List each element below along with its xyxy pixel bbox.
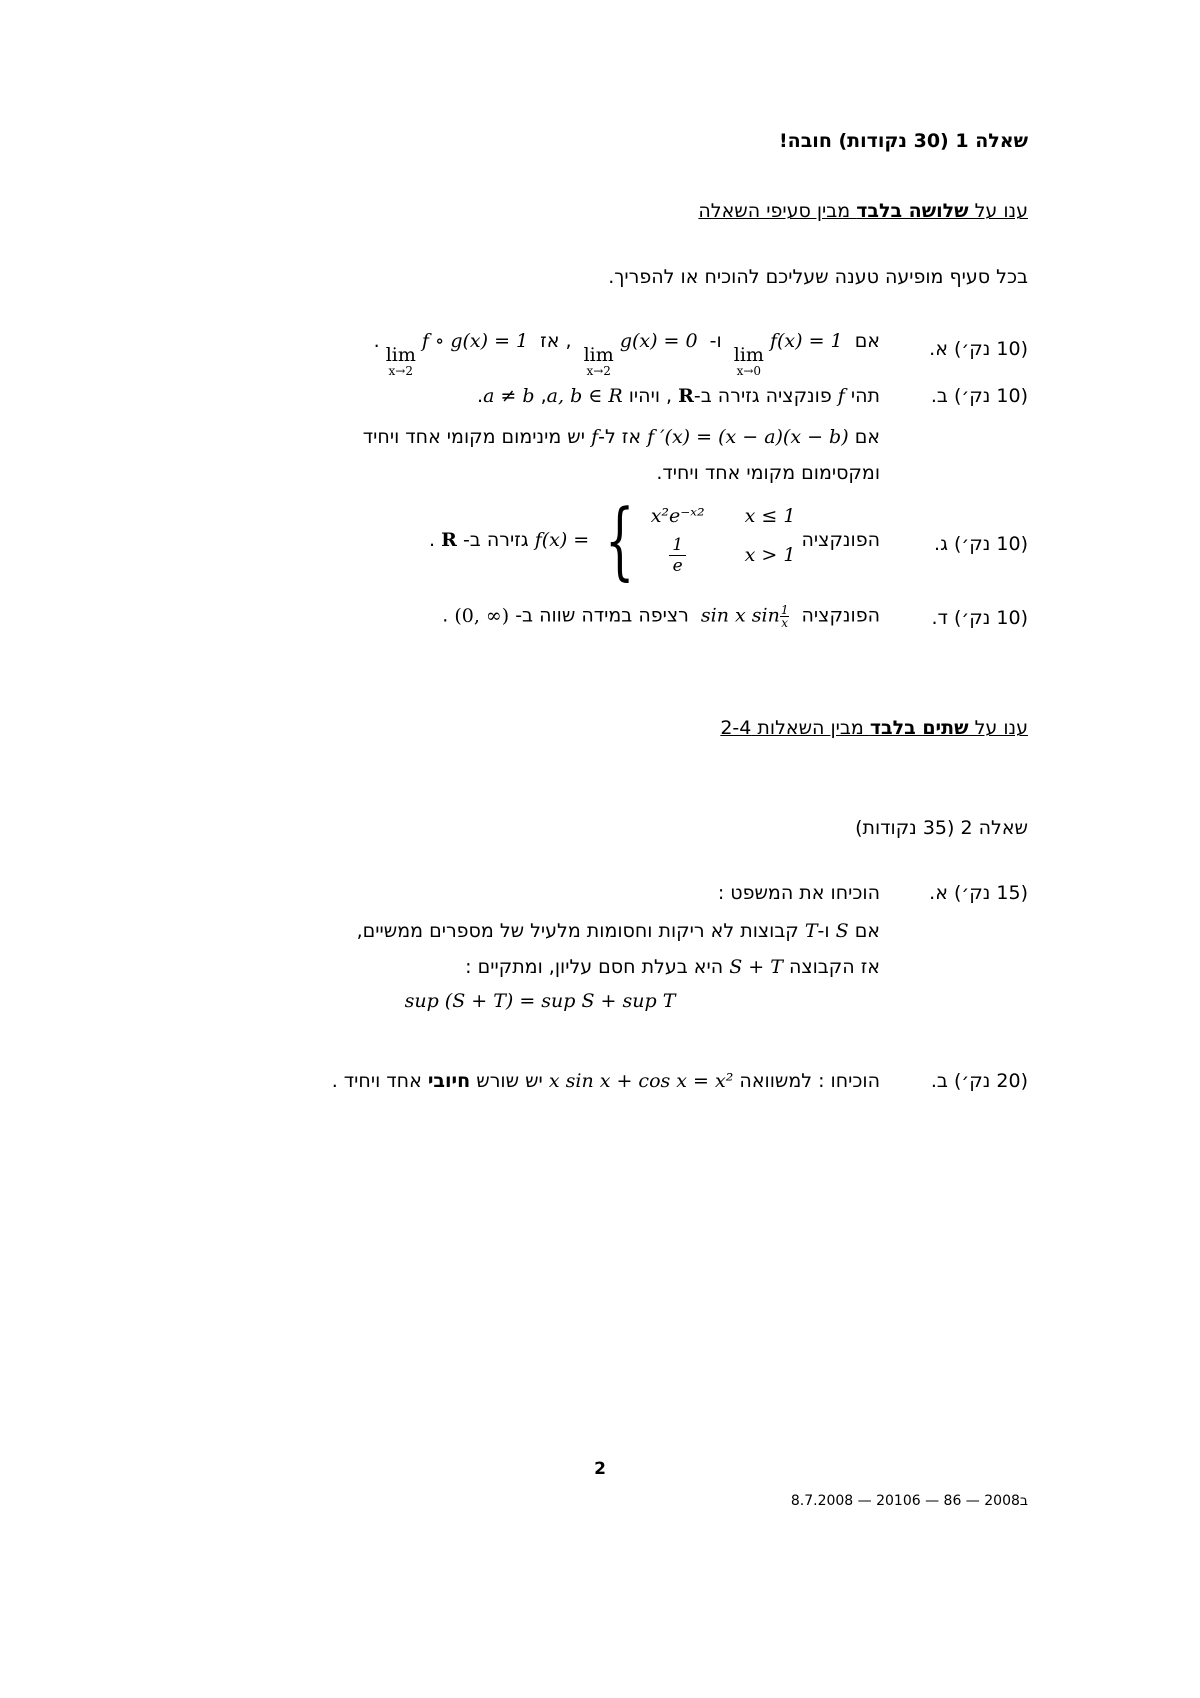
item-c-body: הפונקציה f(x) = { x²e⁻ˣ² x ≤ 1 $\frac{1}{e}$ x > 1 גזירה ב- R . [429,491,880,589]
case-2-condition: x > 1 [744,544,796,566]
footer-code: 8.7.2008 — 20106 — 86 — ב2008 [790,1493,1028,1509]
item-a-if: אם [854,330,880,352]
set-s: S [835,920,849,942]
item-c-text: הפונקציה [801,529,880,551]
case-2-expression [651,535,705,576]
item-b-label: (10 נק׳) ב. [930,385,1028,407]
q2-b-text: הוכיחו : למשוואה [739,1070,880,1092]
lim-word: lim [385,344,416,366]
lim-sub: x→2 [388,364,413,378]
item-d-label: (10 נק׳) ד. [931,607,1028,629]
item-d-expression [701,604,790,629]
item-b-line-1: תהי f פונקציה גזירה ב-R , ויהיו a, b ∈ R, a ≠ b. [477,385,880,407]
instruction-text: ענו על [968,717,1028,739]
question-1-intro: בכל סעיף מופיעה טענה שעליכם להוכיח או להפריך. [608,266,1028,288]
q2-item-a-label: (15 נק׳) א. [929,882,1028,904]
item-d-text: הפונקציה [801,604,880,627]
q2-item-b-body [332,1070,880,1092]
lim-word: lim [733,344,764,366]
instruction-text-end: מבין סעיפי השאלה [698,200,857,222]
item-b-line-3: ומקסימום מקומי אחד ויחיד. [656,462,880,484]
sin-expression: sin x sin [700,604,780,627]
item-b-line-2 [363,426,880,448]
item-c-text: גזירה ב- [462,529,529,551]
item-a-and: ו- [709,330,722,352]
page-number: 2 [594,1459,606,1479]
ab-in-reals: a, b ∈ R [546,385,623,407]
fg-limit-value: f ∘ g(x) = 1 [421,330,529,352]
brace-glyph: { [605,491,635,589]
item-b-text: , ויהיו [628,385,673,407]
item-c-label: (10 נק׳) ג. [934,533,1028,555]
q2-item-a-line-2 [357,920,880,942]
instruction-text: ענו על [968,200,1028,222]
item-a-body: אם lim x→0 f(x) = 1 ו- lim x→2 g(x) = 0 , אז lim x→2 f ∘ g(x) = 1. [373,330,880,378]
fraction-denominator: x [781,616,789,630]
set-t: T [804,920,818,942]
q2-item-b-label: (20 נק׳) ב. [930,1070,1028,1092]
q2-text: אז הקבוצה [788,956,880,978]
sup-formula: sup (S + T) = sup S + sup T [404,990,676,1012]
q2-if: אם [854,920,880,942]
q2-text: היא בעלת חסם עליון, ומתקיים : [465,956,724,978]
q2-b-text: יש שורש [476,1070,543,1092]
fraction-numerator: 1 [780,603,789,617]
set-sum: S + T [729,956,783,978]
item-d-text: רציפה במידה שווה ב- [515,604,689,627]
lim-sub: x→0 [736,364,762,378]
q2-item-a-line-1: הוכיחו את המשפט : [717,882,880,904]
item-a-formula [734,330,843,377]
interval: (0, ∞) [454,604,510,627]
lim-word: lim [583,344,614,366]
a-neq-b: a ≠ b [483,385,535,407]
instruction-2 [720,717,1028,739]
reals-symbol: R [441,529,457,551]
f-limit-value: f(x) = 1 [769,330,843,352]
case-1-expression: x²e⁻ˣ² [650,504,705,527]
equation: x sin x + cos x = x² [548,1070,734,1092]
question-1-instruction [698,200,1028,222]
f-symbol: f [837,385,845,407]
instruction-text-end: מבין השאלות 2-4 [720,717,870,739]
fraction-denominator: e [672,555,683,576]
item-a-then: אז [540,330,560,352]
instruction-bold: שתים בלבד [869,717,969,739]
instruction-bold: שלושה בלבד [856,200,969,222]
item-a-label: (10 נק׳) א. [929,338,1028,360]
fraction-numerator: 1 [669,535,686,556]
q2-b-text: אחד ויחיד . [331,1070,422,1092]
g-limit-value: g(x) = 0 [619,330,698,352]
item-b-if: אם [854,426,880,448]
q2-text: קבוצות לא ריקות וחסומות מלעיל של מספרים ממשיים, [356,920,799,942]
item-a-fg-formula [386,330,528,377]
question-2-title: שאלה 2 (35 נקודות) [855,817,1028,839]
inverse-x-fraction [780,604,790,629]
item-b-text: תהי [850,385,880,407]
item-b-then: אז ל- [598,426,642,448]
sup-formula-row [0,990,1200,1012]
case-1-condition: x ≤ 1 [744,504,796,527]
q2-item-a-line-3 [465,956,880,978]
q2-and: ו- [817,920,830,942]
derivative-formula: f ′(x) = (x − a)(x − b) [647,426,849,448]
q2-b-bold: חיובי [427,1070,471,1092]
fx-label: f(x) = [534,529,590,551]
f-symbol: f [591,426,599,448]
cases-grid [651,505,796,576]
item-d-body: הפונקציה sin x sin $\frac{1}{x}$ רציפה במידה שווה ב- (0, ∞) . [442,603,880,630]
lim-sub: x→2 [586,364,611,378]
item-b-text: פונקציה גזירה ב- [693,385,832,407]
item-b-text: יש מינימום מקומי אחד ויחיד [362,426,586,448]
item-a-g-formula [584,330,698,377]
reals-symbol: R [678,385,694,407]
question-1-title: שאלה 1 (30 נקודות) חובה! [779,130,1028,152]
